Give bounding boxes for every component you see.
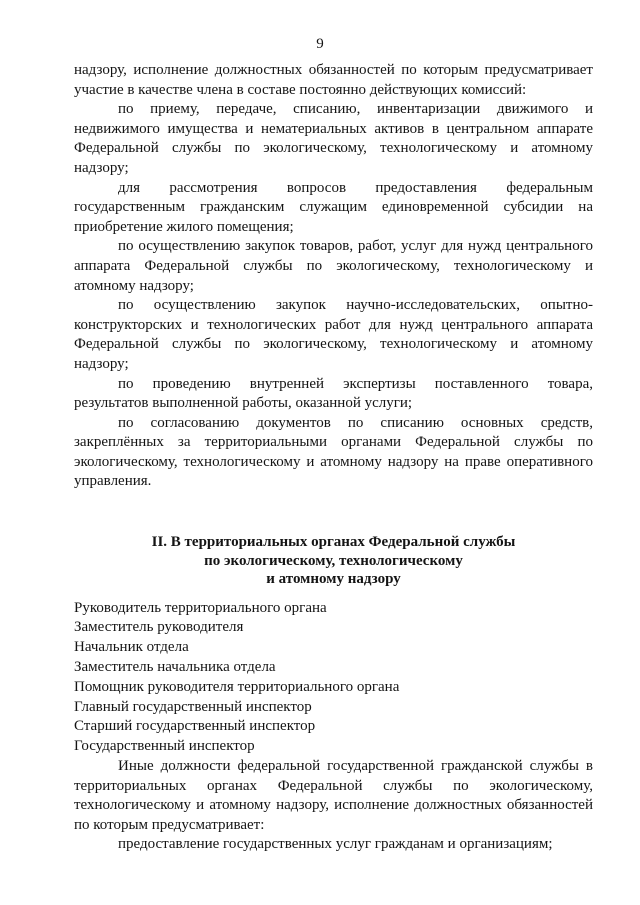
section-heading-line-2: по экологическому, технологическому — [204, 552, 463, 569]
bottom-paragraphs — [74, 757, 593, 855]
page-number: 9 — [316, 36, 324, 52]
section-heading-line-1: II. В территориальных органах Федеральной службы — [151, 534, 516, 551]
position-item: Помощник руководителя территориального органа — [74, 678, 400, 695]
position-item: Начальник отдела — [74, 639, 189, 656]
position-item: Руководитель территориального органа — [74, 599, 327, 616]
document-body — [74, 61, 593, 855]
paragraph-commission-housing-subsidy: для рассмотрения вопросов предоставления федеральным государственным гражданским служащим единовременной субсидии на приобретение жилого помещения; — [74, 179, 593, 235]
paragraph-public-services: предоставление государственных услуг гражданам и организациям; — [118, 836, 553, 853]
paragraph-commission-expertise: по проведению внутренней экспертизы поставленного товара, результатов выполненной работы, оказанной услуги; — [74, 375, 593, 412]
paragraph-commission-property: по приему, передаче, списанию, инвентаризации движимого и недвижимого имущества и нематериальных активов в центральном аппарате Федеральной службы по экологическому, технологическому и атомному надзору; — [74, 101, 593, 176]
paragraph-other-positions: Иные должности федеральной государственной гражданской службы в территориальных органах Федеральной службы по экологическому, технологическому и атомному надзору, исполнение должностных обязанностей по которым предусматривает: — [74, 757, 593, 833]
position-item: Заместитель начальника отдела — [74, 658, 276, 675]
paragraph-continuation: надзору, исполнение должностных обязанностей по которым предусматривает участие в качестве члена в составе постоянно действующих комиссий: — [74, 62, 593, 98]
position-item: Заместитель руководителя — [74, 619, 244, 636]
position-item: Старший государственный инспектор — [74, 718, 316, 735]
paragraph-commission-write-off: по согласованию документов по списанию основных средств, закреплённых за территориальными органами Федеральной службы по экологическому, технологическому и атомному надзору на праве оперативного управления. — [74, 414, 593, 490]
positions-list — [74, 599, 593, 757]
paragraph-commission-procurement: по осуществлению закупок товаров, работ, услуг для нужд центрального аппарата Федеральной службы по экологическому, технологическому и атомному надзору; — [74, 238, 593, 294]
section-heading-line-3: и атомному надзору — [266, 571, 401, 588]
position-item: Государственный инспектор — [74, 738, 255, 755]
section-heading — [74, 533, 593, 589]
paragraph-commission-research-procurement: по осуществлению закупок научно-исследовательских, опытно-конструкторских и технологических работ для нужд центрального аппарата Федеральной службы по экологическому, технологическому и атомному надзору; — [74, 297, 593, 372]
top-paragraphs — [74, 61, 593, 492]
position-item: Главный государственный инспектор — [74, 698, 312, 715]
